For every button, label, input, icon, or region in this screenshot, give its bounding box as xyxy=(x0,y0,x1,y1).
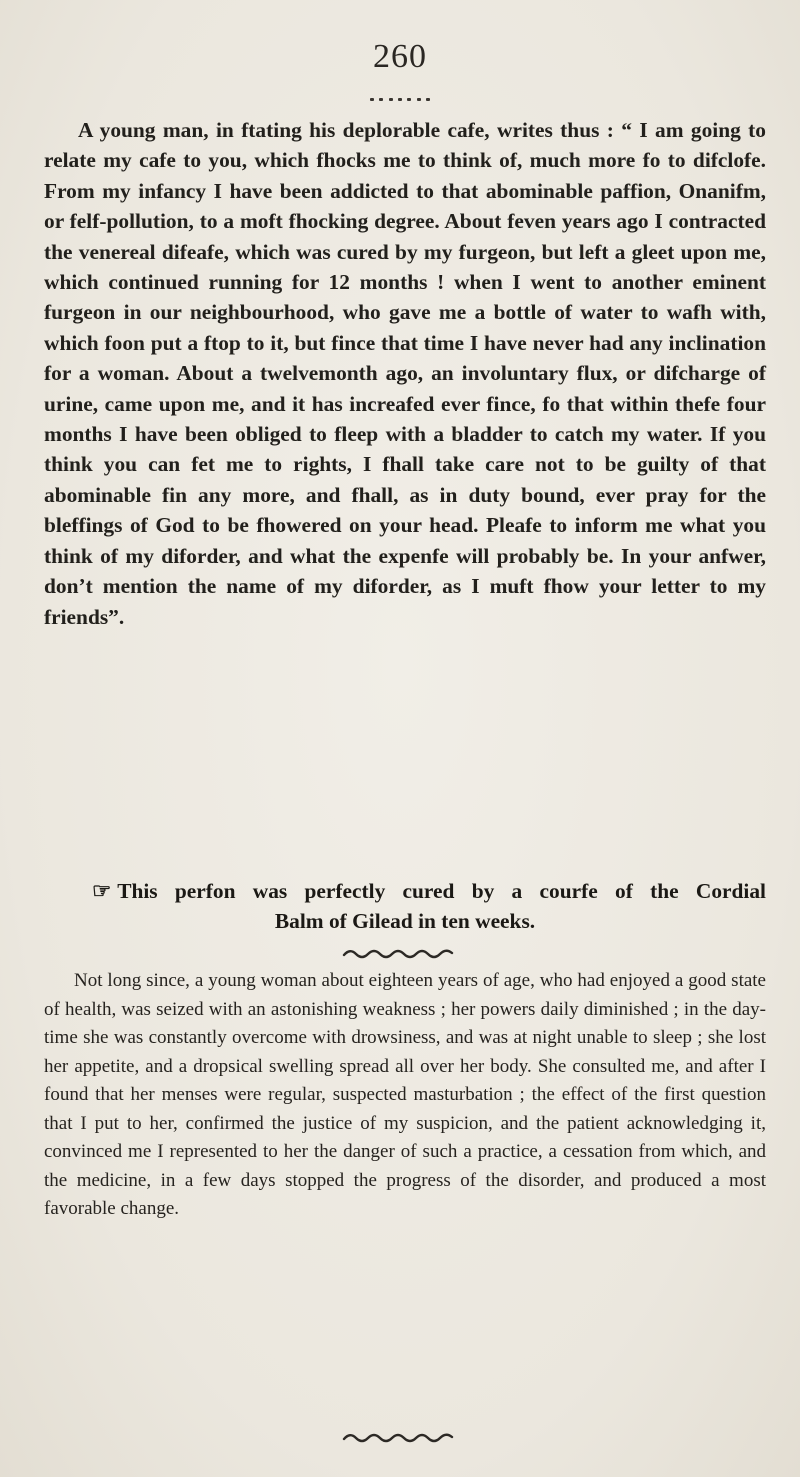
cure-note-line-two: Balm of Gilead in ten weeks. xyxy=(274,909,536,933)
cure-note-text-one: This perfon was perfectly cured by a courfe of the Cordial xyxy=(117,879,766,903)
case-one-letter xyxy=(44,115,766,632)
page-number: 260 xyxy=(373,38,427,75)
case-two-account xyxy=(44,967,766,1224)
section-divider-ornament xyxy=(340,946,460,960)
case-two-paragraph: Not long since, a young woman about eighteen years of age, who had enjoyed a good state of health, was seized with an astonishing weakness ; her powers daily diminished ; in the day-time she was constantly overcome with drowsiness, and was at night unable to sleep ; she lost her appetite, and a dropsical swelling spread all over her body. She consulted me, and after I found that her menses were regular, suspected masturbation ; the effect of the first question that I put to her, confirmed the justice of my suspicion, and the patient acknowledging it, convinced me I represented to her the danger of such a practice, a cessation from which, and the medicine, in a few days stopped the progress of the disorder, and produced a most favorable change. xyxy=(44,970,766,1219)
cure-note xyxy=(44,876,766,936)
pointing-hand-icon: ☞ xyxy=(92,879,112,903)
cure-note-line-one xyxy=(44,876,766,906)
header-ornament-rule xyxy=(370,96,430,102)
end-ornament xyxy=(340,1430,460,1444)
case-one-paragraph: A young man, in ftating his deplorable cafe, writes thus : “ I am going to relate my cafe to you, which fhocks me to think of, much more fo to difclofe. From my infancy I have been addicted to that abominable paffion, Onanifm, or felf-pollution, to a moft fhocking degree. About feven years ago I contracted the venereal difeafe, which was cured by my furgeon, but left a gleet upon me, which continued running for 12 months ! when I went to another eminent furgeon in our neighbourhood, who gave me a bottle of water to wafh with, which foon put a ftop to it, but fince that time I have never had any inclination for a woman. About a twelvemonth ago, an involuntary flux, or difcharge of urine, came upon me, and it has increafed ever fince, fo that within thefe four months I have been obliged to fleep with a bladder to catch my water. If you think you can fet me to rights, I fhall take care not to be guilty of that abominable fin any more, and fhall, as in duty bound, ever pray for the bleffings of God to be fhowered on your head. Pleafe to inform me what you think of my diforder, and what the expenfe will probably be. In your anfwer, don’t mention the name of my diforder, as I muft fhow your letter to my friends”. xyxy=(44,118,766,629)
